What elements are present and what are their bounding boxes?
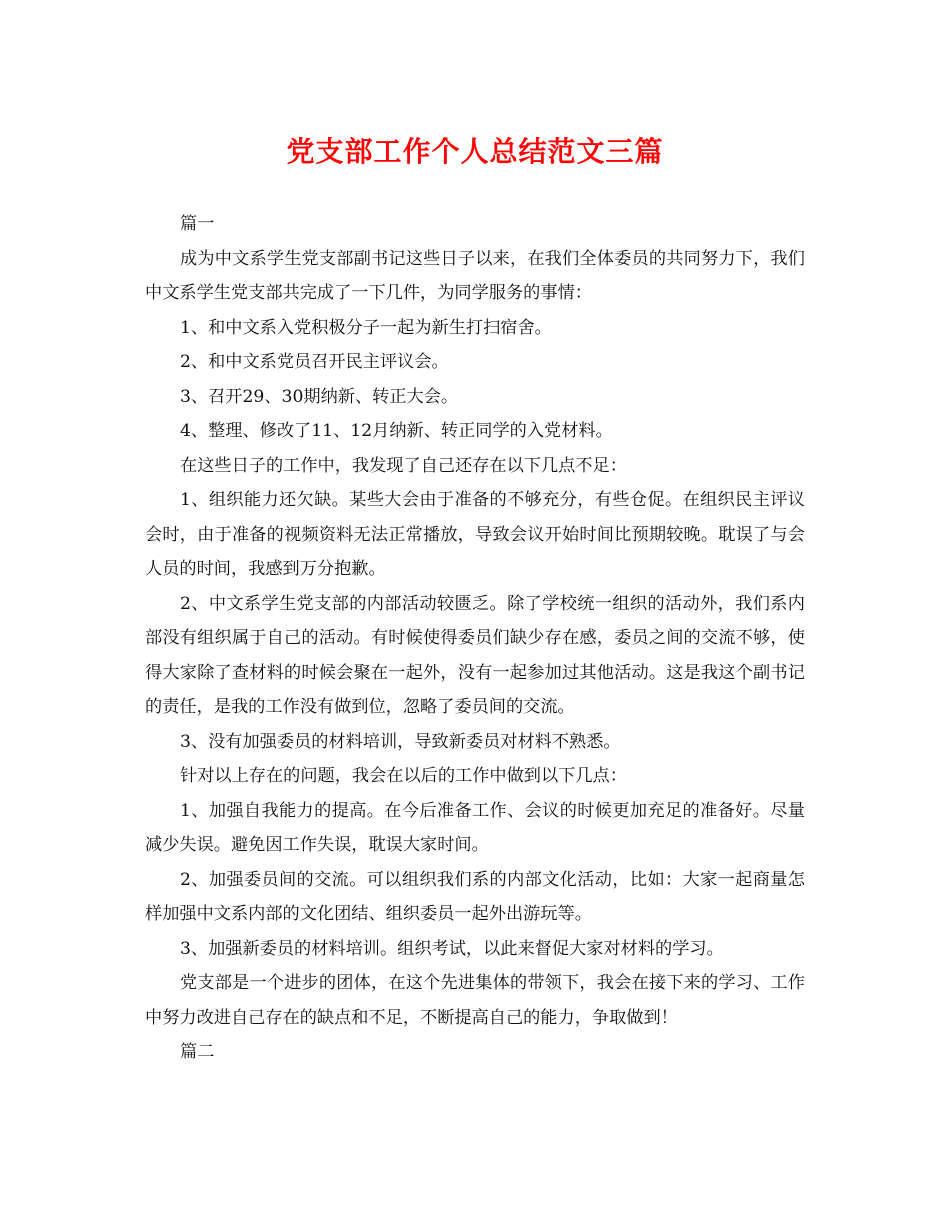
list-item: 3、加强新委员的材料培训。组织考试，以此来督促大家对材料的学习。 xyxy=(180,938,724,959)
list-item: 2、加强委员间的交流。可以组织我们系的内部文化活动，比如：大家一起商量怎样加强中文系内部的文化团结、组织委员一起外出游玩等。 xyxy=(145,869,805,924)
paragraph: 针对以上存在的问题，我会在以后的工作中做到以下几点： xyxy=(180,766,627,786)
paragraph: 党支部是一个进步的团体，在这个先进集体的带领下，我会在接下来的学习、工作中努力改进自己存在的缺点和不足，不断提高自己的能力，争取做到！ xyxy=(145,973,805,1028)
paragraph: 成为中文系学生党支部副书记这些日子以来，在我们全体委员的共同努力下，我们中文系学生党支部共完成了一下几件，为同学服务的事情： xyxy=(145,248,805,303)
list-item: 3、没有加强委员的材料培训，导致新委员对材料不熟悉。 xyxy=(180,731,621,752)
section-heading-2: 篇二 xyxy=(180,1042,215,1062)
list-item: 4、整理、修改了11、12月纳新、转正同学的入党材料。 xyxy=(180,421,613,441)
list-item: 1、和中文系入党积极分子一起为新生打扫宿舍。 xyxy=(180,317,552,338)
list-item: 3、召开29、30期纳新、转正大会。 xyxy=(180,386,459,407)
section-heading-1: 篇一 xyxy=(180,214,215,234)
list-item: 1、组织能力还欠缺。某些大会由于准备的不够充分，有些仓促。在组织民主评议会时，由于准备的视频资料无法正常播放，导致会议开始时间比预期较晚。耽误了与会人员的时间，我感到万分抱歉。 xyxy=(145,490,805,579)
page-title: 党支部工作个人总结范文三篇 xyxy=(286,135,664,168)
list-item: 2、和中文系党员召开民主评议会。 xyxy=(180,352,449,372)
paragraph: 在这些日子的工作中，我发现了自己还存在以下几点不足： xyxy=(180,455,627,476)
list-item: 1、加强自我能力的提高。在今后准备工作、会议的时候更加充足的准备好。尽量减少失误。避免因工作失误，耽误大家时间。 xyxy=(145,800,805,855)
list-item: 2、中文系学生党支部的内部活动较匮乏。除了学校统一组织的活动外，我们系内部没有组织属于自己的活动。有时候使得委员们缺少存在感，委员之间的交流不够，使得大家除了查材料的时候会聚在一起外，没有一起参加过其他活动。这是我这个副书记的责任，是我的工作没有做到位，忽略了委员间的交流。 xyxy=(145,593,805,717)
document-body xyxy=(145,207,805,1070)
